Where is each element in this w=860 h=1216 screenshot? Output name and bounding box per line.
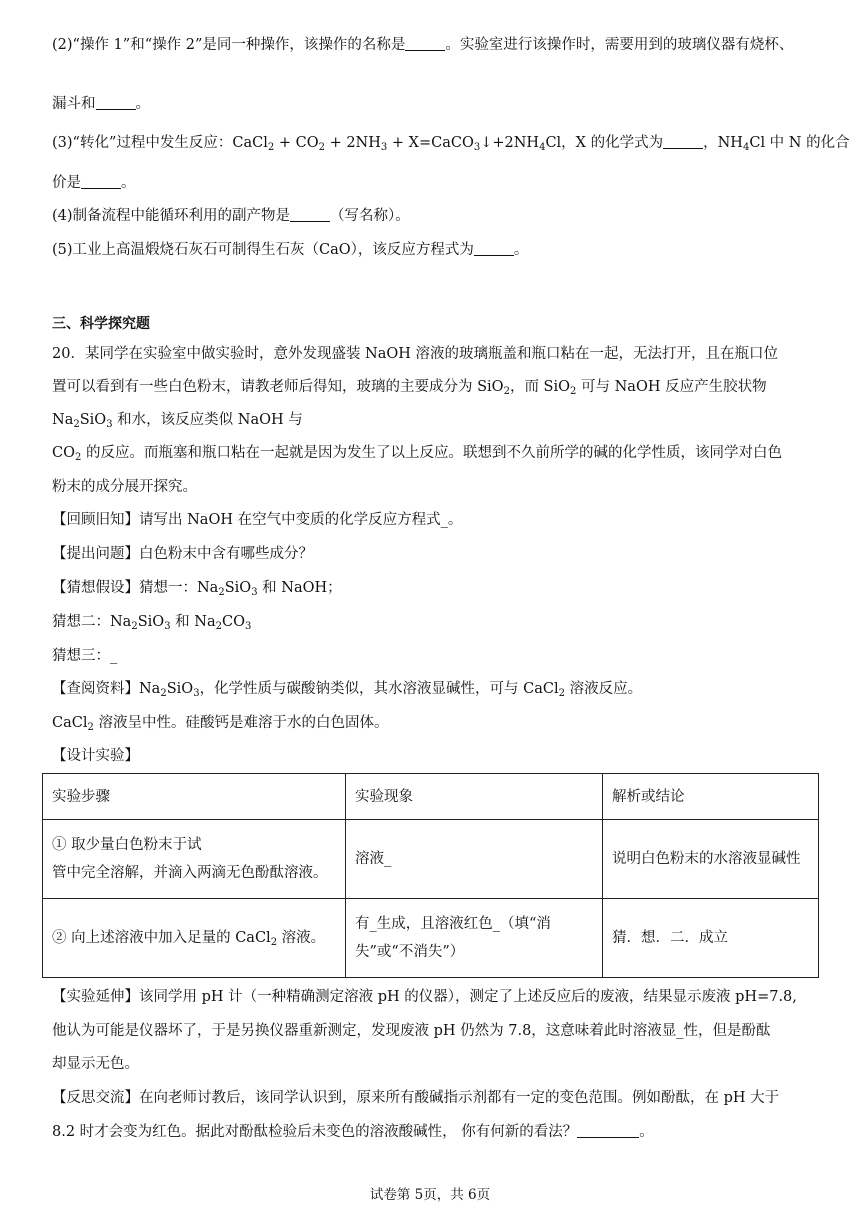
experiment-table (42, 773, 819, 978)
phenomenon-cell: 溶液_ (346, 820, 603, 899)
extend-line3: 却显示无色。 (52, 1056, 139, 1072)
info-line1: 【查阅资料】$Na_2SiO_3$，化学性质与碳酸钠类似，其水溶液显碱性，可与 CaCl$_2$ 溶液反应。 (52, 681, 643, 699)
guess3-line: 猜想三：_ (52, 648, 118, 664)
review-line: 【回顾旧知】请写出 NaOH 在空气中变质的化学反应方程式_。 (52, 512, 463, 528)
question-line: 【提出问题】白色粉末中含有哪些成分？ (52, 546, 313, 562)
answer-blank[interactable] (474, 241, 514, 256)
header-phenomenon: 实验现象 (346, 774, 603, 820)
answer-blank[interactable] (663, 134, 703, 149)
q20-intro-line2: 置可以看到有一些白色粉末，请教老师后得知，玻璃的主要成分为 SiO$_2$，而 SiO$_2$ 可与 NaOH 反应产生胶状物 (52, 379, 767, 397)
step-cell: ① 取少量白色粉末于试 管中完全溶解，并滴入两滴无色酚酞溶液。 (43, 820, 346, 899)
answer-blank[interactable] (577, 1123, 639, 1138)
answer-blank[interactable] (405, 36, 445, 51)
table-header-row (43, 774, 819, 820)
conclusion-cell: 说明白色粉末的水溶液显碱性 (603, 820, 819, 899)
q3-line1: (3)“转化”过程中发生反应：CaCl$_2$ + $CO_2 + 2NH_3$ + $X=CaCO_3↓+2NH_4Cl$，X 的化学式为 ，$NH_4Cl$ 中 N 的化合 (52, 135, 850, 153)
extend-line1: 【实验延伸】该同学用 pH 计（一种精确测定溶液 pH 的仪器），测定了上述反应后的废液，结果显示废液 pH=7.8, (52, 989, 797, 1005)
section-title: 三、科学探究题 (52, 316, 150, 332)
table-row (43, 899, 819, 978)
q4-line: (4)制备流程中能循环利用的副产物是 （写名称）。 (52, 208, 410, 224)
q20-intro-line3: $Na_2SiO_3$ 和水，该反应类似 NaOH 与 (52, 412, 303, 430)
q2-line2: 漏斗和 。 (52, 96, 150, 112)
reflect-line1: 【反思交流】在向老师讨教后，该同学认识到，原来所有酸碱指示剂都有一定的变色范围。例如酚酞，在 pH 大于 (52, 1090, 780, 1106)
header-conclusion: 解析或结论 (603, 774, 819, 820)
phenomenon-cell: 有_生成，且溶液红色_（填“消失”或“不消失”） (346, 899, 603, 978)
answer-blank[interactable] (96, 95, 136, 110)
header-step: 实验步骤 (43, 774, 346, 820)
page-footer: 试卷第 5页，共 6页 (369, 1187, 491, 1203)
step-cell: ② 向上述溶液中加入足量的 CaCl$_2$ 溶液。 (43, 899, 346, 978)
table-row (43, 820, 819, 899)
q3-line2: 价是 。 (52, 175, 136, 191)
q20-intro-line1: 20．某同学在实验室中做实验时，意外发现盛装 NaOH 溶液的玻璃瓶盖和瓶口粘在一起，无法打开，且在瓶口位 (52, 346, 779, 362)
q2-line1: (2)“操作 1”和“操作 2”是同一种操作，该操作的名称是 。实验室进行该操作时，需要用到的玻璃仪器有烧杯、 (52, 37, 794, 53)
q20-intro-line4: $CO_2$ 的反应。而瓶塞和瓶口粘在一起就是因为发生了以上反应。联想到不久前所学的碱的化学性质，该同学对白色 (52, 445, 782, 463)
answer-blank[interactable] (290, 207, 330, 222)
design-line: 【设计实验】 (52, 748, 139, 764)
extend-line2: 他认为可能是仪器坏了，于是另换仪器重新测定，发现废液 pH 仍然为 7.8，这意味着此时溶液显_性，但是酚酞 (52, 1023, 771, 1039)
q20-intro-line5: 粉末的成分展开探究。 (52, 479, 197, 495)
answer-blank[interactable] (81, 174, 121, 189)
q5-line: (5)工业上高温煅烧石灰石可制得生石灰（CaO），该反应方程式为 。 (52, 242, 529, 258)
guess2-line: 猜想二：$Na_2SiO_3$ 和 $Na_2CO_3$ (52, 614, 252, 632)
info-line2: CaCl$_2$ 溶液呈中性。硅酸钙是难溶于水的白色固体。 (52, 715, 389, 733)
conclusion-cell: 猜．想．二．成立 (603, 899, 819, 978)
reflect-line2: 8.2 时才会变为红色。据此对酚酞检验后未变色的溶液酸碱性， 你有何新的看法？ 。 (52, 1124, 654, 1140)
guess1-line: 【猜想假设】猜想一：$Na_2SiO_3$ 和 NaOH； (52, 580, 342, 598)
